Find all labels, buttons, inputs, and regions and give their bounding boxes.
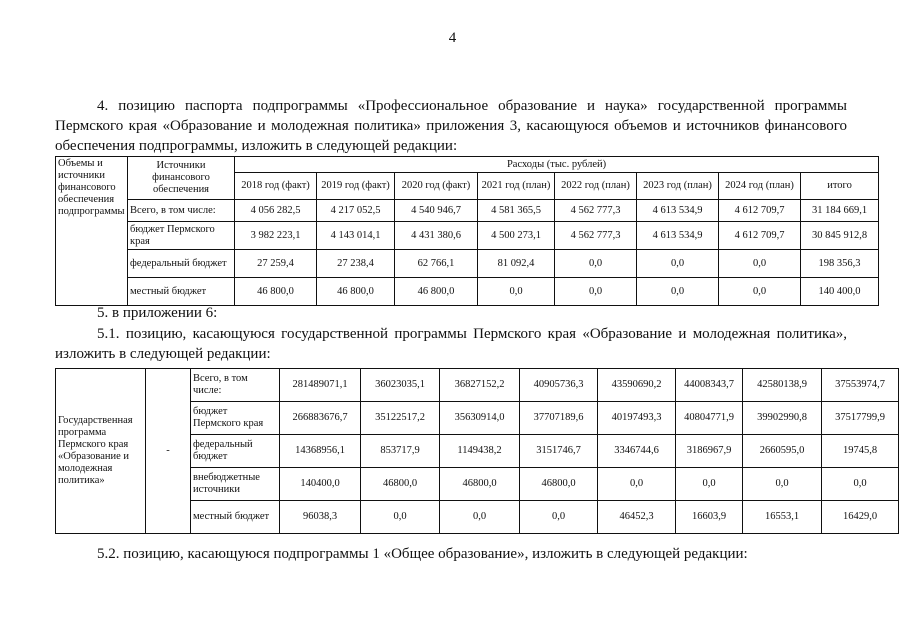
cell-value: 0,0: [719, 278, 801, 306]
cell-value: 4 431 380,6: [395, 222, 478, 250]
cell-value: 4 613 534,9: [637, 222, 719, 250]
table1-year-header: 2023 год (план): [637, 173, 719, 200]
row-label: федеральный бюджет: [128, 250, 235, 278]
table-row: [56, 200, 879, 222]
cell-value: 4 581 365,5: [478, 200, 555, 222]
cell-value: 0,0: [361, 501, 440, 534]
cell-value: 40905736,3: [520, 369, 598, 402]
cell-value: 19745,8: [822, 435, 899, 468]
table1-year-header: 2024 год (план): [719, 173, 801, 200]
cell-value: 3151746,7: [520, 435, 598, 468]
cell-value: 0,0: [555, 278, 637, 306]
row-label: местный бюджет: [191, 501, 280, 534]
cell-value: 37707189,6: [520, 402, 598, 435]
paragraph-5-1: 5.1. позицию, касающуюся государственной программы Пермского края «Образование и молодежная политика», изложить в следующей редакции:: [55, 326, 847, 362]
table1-year-header: 2018 год (факт): [235, 173, 317, 200]
cell-value: 0,0: [743, 468, 822, 501]
cell-value: 853717,9: [361, 435, 440, 468]
cell-value: 0,0: [637, 250, 719, 278]
cell-value: 0,0: [478, 278, 555, 306]
page-number: 4: [448, 30, 457, 46]
cell-value: 0,0: [822, 468, 899, 501]
table-row: [56, 278, 879, 306]
table-row: [56, 222, 879, 250]
row-label: бюджет Пермского края: [128, 222, 235, 250]
table1-header-sources: Источники финансового обеспечения: [128, 157, 235, 200]
cell-value: 40197493,3: [598, 402, 676, 435]
program-finance-table: [55, 368, 899, 534]
cell-value: 4 562 777,3: [555, 222, 637, 250]
cell-value: 46800,0: [520, 468, 598, 501]
cell-value: 44008343,7: [676, 369, 743, 402]
cell-value: 16553,1: [743, 501, 822, 534]
cell-value: 14368956,1: [280, 435, 361, 468]
subprogram-finance-table: [55, 156, 879, 306]
paragraph-5: 5. в приложении 6:: [97, 305, 218, 321]
row-label: местный бюджет: [128, 278, 235, 306]
cell-value: 0,0: [520, 501, 598, 534]
cell-value: 37517799,9: [822, 402, 899, 435]
table1-header-expenses: Расходы (тыс. рублей): [235, 157, 879, 173]
cell-value: 36827152,2: [440, 369, 520, 402]
cell-value: 27 238,4: [317, 250, 395, 278]
cell-value: 4 217 052,5: [317, 200, 395, 222]
row-label: федеральный бюджет: [191, 435, 280, 468]
cell-value: 3 982 223,1: [235, 222, 317, 250]
cell-value: 31 184 669,1: [801, 200, 879, 222]
cell-value: 96038,3: [280, 501, 361, 534]
cell-value: 0,0: [598, 468, 676, 501]
cell-value: 4 613 534,9: [637, 200, 719, 222]
paragraph-4: 4. позицию паспорта подпрограммы «Профессиональное образование и наука» государственной программы Пермского края «Образование и молодежная политика» приложения 3, касающуюся объемов и источников финансового обеспечения подпрограммы, изложить в следующей редакции:: [55, 98, 847, 154]
cell-value: 46452,3: [598, 501, 676, 534]
cell-value: 30 845 912,8: [801, 222, 879, 250]
cell-value: 140400,0: [280, 468, 361, 501]
cell-value: 198 356,3: [801, 250, 879, 278]
cell-value: 35630914,0: [440, 402, 520, 435]
cell-value: 4 143 014,1: [317, 222, 395, 250]
cell-value: 37553974,7: [822, 369, 899, 402]
cell-value: 4 612 709,7: [719, 222, 801, 250]
cell-value: 0,0: [555, 250, 637, 278]
cell-value: 35122517,2: [361, 402, 440, 435]
cell-value: 4 500 273,1: [478, 222, 555, 250]
cell-value: 140 400,0: [801, 278, 879, 306]
row-label: бюджет Пермского края: [191, 402, 280, 435]
table1-year-header: 2021 год (план): [478, 173, 555, 200]
table1-header-volumes: Объемы и источники финансового обеспечения подпрограммы: [56, 157, 128, 306]
cell-value: 40804771,9: [676, 402, 743, 435]
cell-value: 1149438,2: [440, 435, 520, 468]
row-label: Всего, в том числе:: [128, 200, 235, 222]
program-dash: -: [146, 369, 191, 534]
cell-value: 0,0: [440, 501, 520, 534]
cell-value: 4 540 946,7: [395, 200, 478, 222]
paragraph-5-2: 5.2. позицию, касающуюся подпрограммы 1 «Общее образование», изложить в следующей редакции:: [97, 546, 748, 562]
row-label: Всего, в том числе:: [191, 369, 280, 402]
table1-year-header: 2020 год (факт): [395, 173, 478, 200]
row-label: внебюджетные источники: [191, 468, 280, 501]
cell-value: 4 612 709,7: [719, 200, 801, 222]
cell-value: 46 800,0: [395, 278, 478, 306]
cell-value: 42580138,9: [743, 369, 822, 402]
program-name: Государственная программа Пермского края «Образование и молодежная политика»: [56, 369, 146, 534]
cell-value: 46 800,0: [317, 278, 395, 306]
cell-value: 3186967,9: [676, 435, 743, 468]
cell-value: 0,0: [719, 250, 801, 278]
table1-total-header: итого: [801, 173, 879, 200]
cell-value: 27 259,4: [235, 250, 317, 278]
cell-value: 266883676,7: [280, 402, 361, 435]
cell-value: 2660595,0: [743, 435, 822, 468]
table1-year-header: 2022 год (план): [555, 173, 637, 200]
cell-value: 46800,0: [440, 468, 520, 501]
cell-value: 36023035,1: [361, 369, 440, 402]
cell-value: 4 562 777,3: [555, 200, 637, 222]
cell-value: 281489071,1: [280, 369, 361, 402]
cell-value: 16429,0: [822, 501, 899, 534]
cell-value: 3346744,6: [598, 435, 676, 468]
cell-value: 16603,9: [676, 501, 743, 534]
cell-value: 4 056 282,5: [235, 200, 317, 222]
table-row: [56, 369, 899, 402]
cell-value: 0,0: [637, 278, 719, 306]
cell-value: 39902990,8: [743, 402, 822, 435]
cell-value: 0,0: [676, 468, 743, 501]
cell-value: 46800,0: [361, 468, 440, 501]
cell-value: 43590690,2: [598, 369, 676, 402]
cell-value: 62 766,1: [395, 250, 478, 278]
table1-year-header: 2019 год (факт): [317, 173, 395, 200]
cell-value: 81 092,4: [478, 250, 555, 278]
cell-value: 46 800,0: [235, 278, 317, 306]
table-row: [56, 250, 879, 278]
